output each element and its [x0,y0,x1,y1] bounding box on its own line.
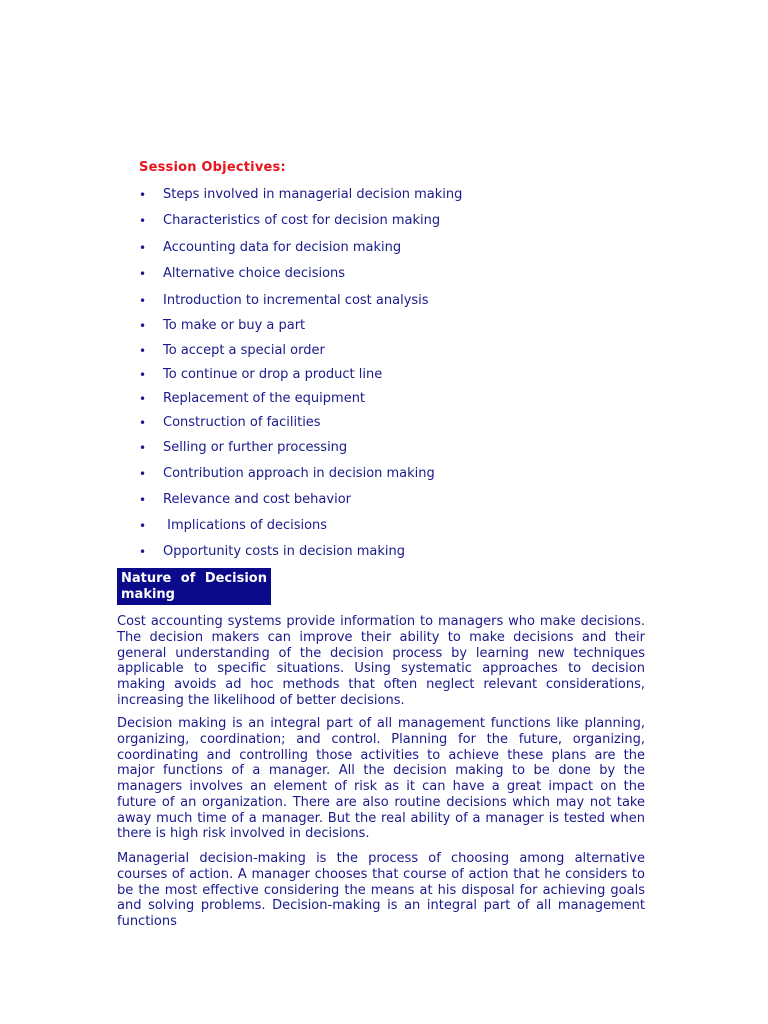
bullet-icon: • [139,319,147,333]
bullet-icon: • [139,467,147,481]
heading-word: Nature [121,571,172,586]
heading-line-2: making [121,587,175,602]
bullet-icon: • [139,267,147,281]
bullet-icon: • [139,441,147,455]
paragraph: Cost accounting systems provide information to managers who make decisions. The decision makers can improve their ability to make decisions and their general understanding of the decision process by learning new techniques applicable to specific situations. Using systematic approaches to decision making avoids ad hoc methods that often neglect relevant considerations, increasing the likelihood of better decisions. [117,614,645,708]
bullet-icon: • [139,294,147,308]
bullet-icon: • [139,416,147,430]
heading-word: of [180,571,196,586]
bullet-icon: • [139,545,147,559]
paragraph: Managerial decision-making is the process of choosing among alternative courses of action. A manager chooses that course of action that he considers to be the most effective considering the means at his disposal for achieving goals and solving problems. Decision-making is an integral part of all management functions [117,851,645,929]
session-objectives-title: Session Objectives: [139,160,286,175]
bullet-icon: • [139,519,147,533]
bullet-icon: • [139,188,147,202]
heading-word: Decision [204,571,267,586]
section-heading [117,568,271,605]
bullet-icon: • [139,392,147,406]
paragraph: Decision making is an integral part of all management functions like planning, organizing, coordination; and control. Planning for the future, organizing, coordinating and controlling those activities to achieve these plans are the major functions of a manager. All the decision making to be done by the managers involves an element of risk as it can have a great impact on the future of an organization. There are also routine decisions which may not take away much time of a manager. But the real ability of a manager is tested when there is high risk involved in decisions. [117,716,645,842]
document-page: Session Objectives: • Steps involved in managerial decision making • Characteristics of cost for decision making • Accounting data for decision making • Alternative choice decisions • Introduction to incremental cost analysis • To make or buy a part • To accept a special order • To continue or drop a product line • Replacement of the equipment • Construction of facilities • Selling or further processing • Contribution approach in decision making • Relevance and cost behavior • Implications of decisions • Opportunity costs in decision making Nature of Decision making Cost accounting systems provide information to managers who make decisions. The decision makers can improve their ability to make decisions and their general understanding of the decision process by learning new techniques applicable to specific situations. Using systematic approaches to decision making avoids ad hoc methods that often neglect relevant considerations, increasing the likelihood of better decisions. Decision making is an integral part of all management functions like planning, organizing, coordination; and control. Planning for the future, organizing, coordinating and controlling those activities to achieve these plans are the major functions of a manager. All the decision making to be done by the managers involves an element of risk as it can have a great impact on the future of an organization. There are also routine decisions which may not take away much time of a manager. But the real ability of a manager is tested when there is high risk involved in decisions. Managerial decision-making is the process of choosing among alternative courses of action. A manager chooses that course of action that he considers to be the most effective considering the means at his disposal for achieving goals and solving problems. Decision-making is an integral part of all management functions [117,160,645,929]
bullet-icon: • [139,493,147,507]
bullet-icon: • [139,344,147,358]
bullet-icon: • [139,368,147,382]
bullet-icon: • [139,241,147,255]
bullet-icon: • [139,214,147,228]
